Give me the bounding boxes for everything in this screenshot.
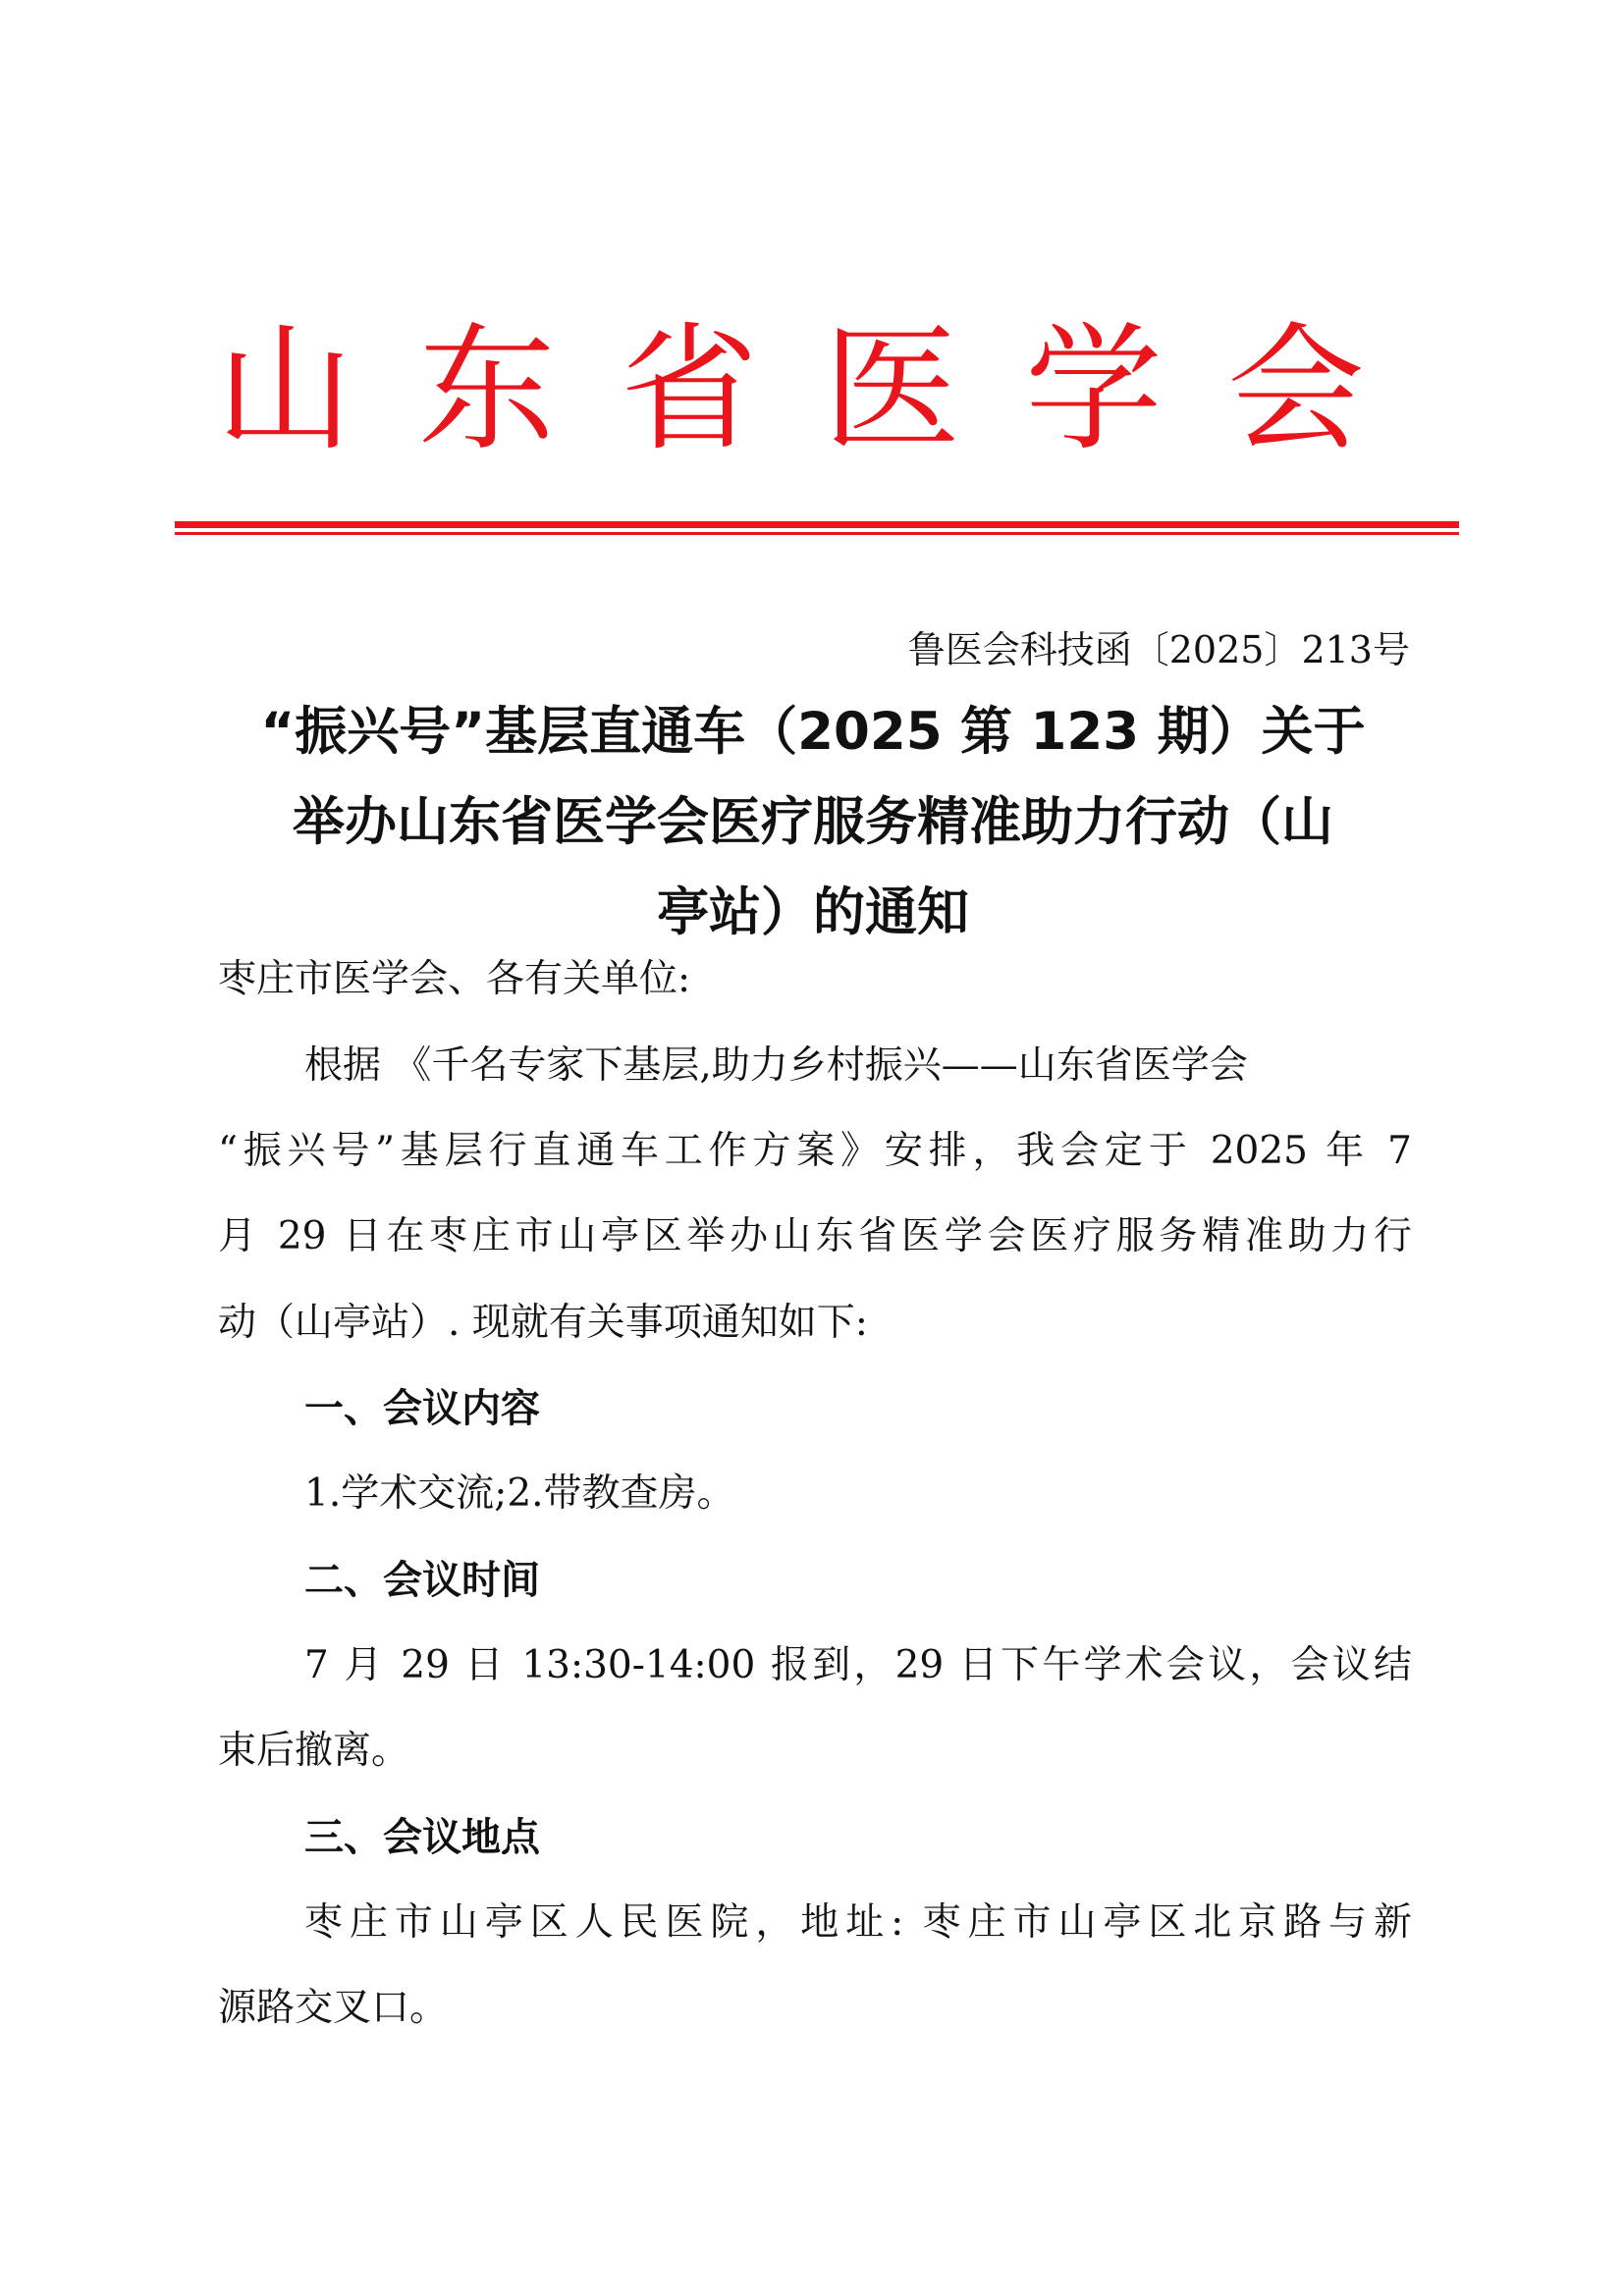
section-heading: 一、会议内容: [304, 1386, 540, 1431]
section-line: 7 月 29 日 13:30-14:00 报到，29 日下午学术会议，会议结: [304, 1643, 1412, 1687]
intro-line: 根据 《千名专家下基层,助力乡村振兴——山东省医学会: [304, 1043, 1248, 1088]
masthead-title: [216, 312, 1365, 469]
masthead-divider-thick: [175, 521, 1459, 528]
document-title: [216, 687, 1410, 958]
title-line: 亭站）的通知: [657, 882, 969, 942]
masthead-char: 省: [620, 310, 758, 470]
salutation: 枣庄市医学会、各有关单位:: [218, 957, 691, 1001]
masthead-char: 医: [822, 310, 960, 470]
intro-line: 动（山亭站）. 现就有关事项通知如下:: [218, 1301, 868, 1345]
section-line: 1.学术交流;2.带教查房。: [304, 1471, 735, 1516]
title-line: “振兴号”基层直通车（2025 第 123 期）关于: [260, 702, 1366, 762]
intro-line: 月 29 日在枣庄市山亭区举办山东省医学会医疗服务精准助力行: [218, 1214, 1412, 1258]
section-line: 枣庄市山亭区人民医院，地址: 枣庄市山亭区北京路与新: [304, 1900, 1412, 1945]
masthead-divider-thin: [175, 532, 1459, 535]
masthead-char: 东: [417, 310, 556, 470]
document-number: 鲁医会科技函〔2025〕213号: [907, 628, 1410, 671]
section-heading: 二、会议时间: [304, 1558, 540, 1603]
section-line: 源路交叉口。: [218, 1986, 449, 2030]
masthead-char: 会: [1226, 310, 1365, 470]
masthead-char: 山: [216, 310, 354, 470]
section-line: 束后撤离。: [218, 1729, 410, 1773]
title-line: 举办山东省医学会医疗服务精准助力行动（山: [293, 792, 1333, 852]
masthead-char: 学: [1024, 310, 1163, 470]
intro-line: “振兴号”基层行直通车工作方案》安排，我会定于 2025 年 7: [218, 1129, 1412, 1173]
section-heading: 三、会议地点: [304, 1815, 540, 1860]
